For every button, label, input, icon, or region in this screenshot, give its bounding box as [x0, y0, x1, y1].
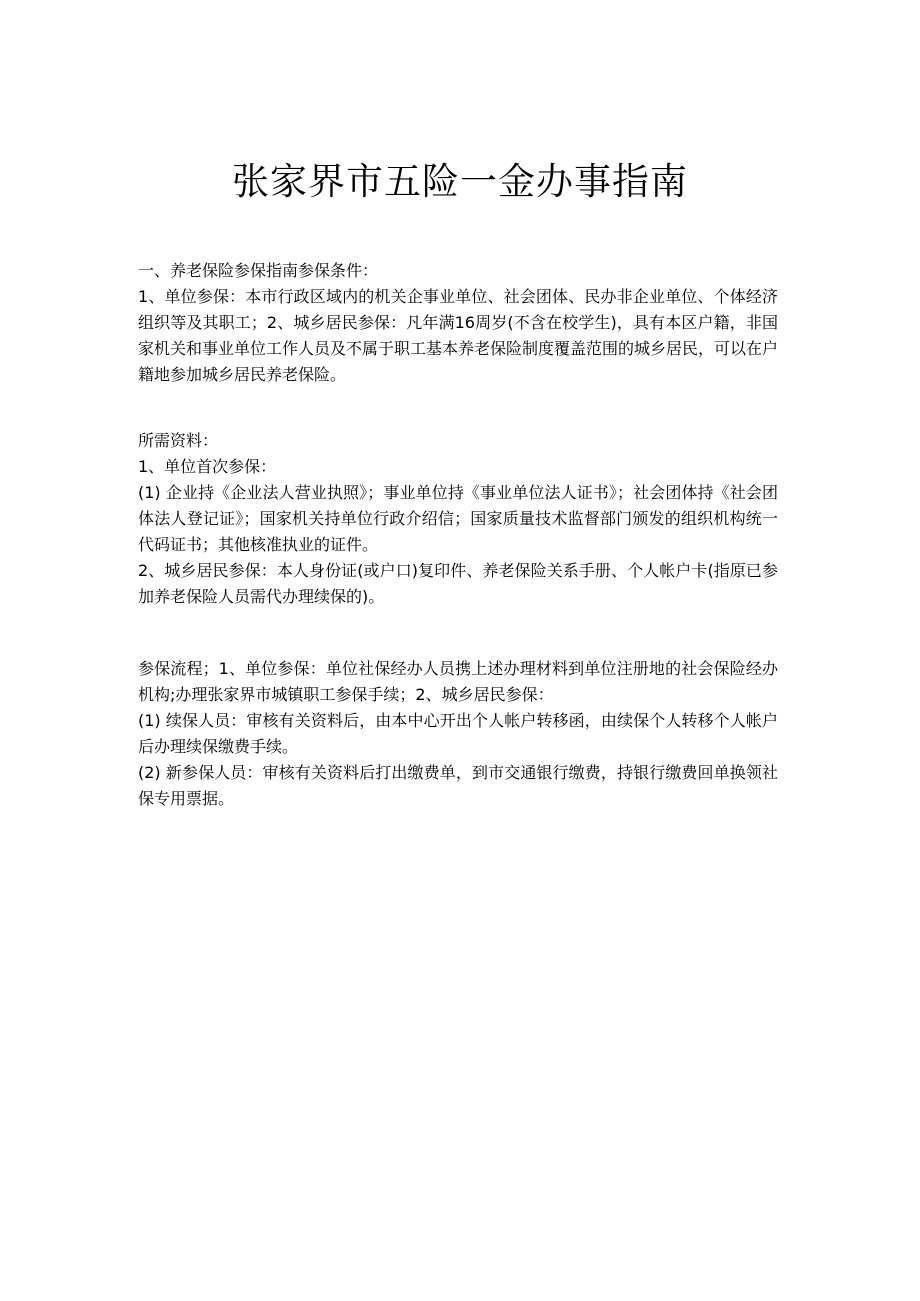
section-heading-conditions: 一、养老保险参保指南参保条件： — [138, 261, 379, 280]
section-heading-materials: 所需资料： — [138, 431, 219, 450]
section-enrollment-process — [138, 656, 778, 812]
section-required-materials — [138, 428, 778, 610]
document-title: 张家界市五险一金办事指南 — [232, 160, 688, 203]
materials-item-1: (1) 企业持《企业法人营业执照》；事业单位持《事业单位法人证书》；社会团体持《社会团体法人登记证》；国家机关持单位行政介绍信；国家质量技术监督部门颁发的组织机构统一代码证书；其他核准执业的证件。 — [138, 483, 778, 554]
materials-subheading: 1、单位首次参保： — [138, 457, 277, 476]
process-item-1: (1) 续保人员：审核有关资料后，由本中心开出个人帐户转移函，由续保个人转移个人帐户后办理续保缴费手续。 — [138, 711, 778, 756]
process-item-2: (2) 新参保人员：审核有关资料后打出缴费单，到市交通银行缴费，持银行缴费回单换领社保专用票据。 — [138, 763, 778, 808]
section-pension-conditions — [138, 258, 778, 388]
materials-item-2: 2、城乡居民参保：本人身份证(或户口)复印件、养老保险关系手册、个人帐户卡(指原已参加养老保险人员需代办理续保的)。 — [138, 561, 778, 606]
conditions-paragraph: 1、单位参保：本市行政区域内的机关企事业单位、社会团体、民办非企业单位、个体经济组织等及其职工；2、城乡居民参保：凡年满16周岁(不含在校学生)，具有本区户籍，非国家机关和事业单位工作人员及不属于职工基本养老保险制度覆盖范围的城乡居民，可以在户籍地参加城乡居民养老保险。 — [138, 287, 779, 384]
process-paragraph: 参保流程；1、单位参保：单位社保经办人员携上述办理材料到单位注册地的社会保险经办机构;办理张家界市城镇职工参保手续；2、城乡居民参保： — [138, 659, 778, 704]
